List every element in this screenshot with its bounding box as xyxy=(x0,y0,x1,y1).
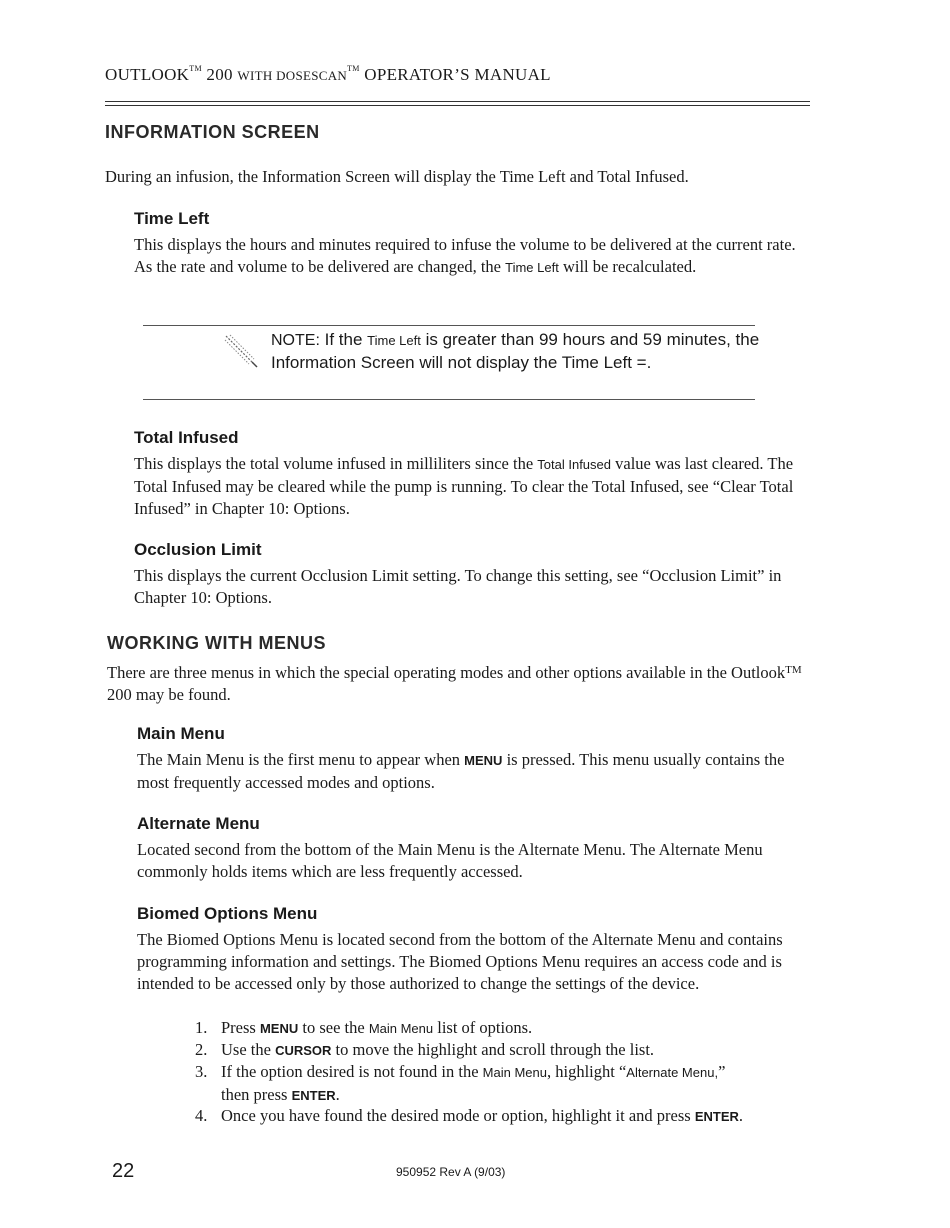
document-revision: 950952 Rev A (9/03) xyxy=(396,1165,506,1179)
list-item: 1. Press MENU to see the Main Menu list of options. xyxy=(195,1018,533,1037)
section-heading-working-with-menus: WORKING WITH MENUS xyxy=(107,633,326,653)
main-menu-text: The Main Menu is the first menu to appear when MENU is pressed. This menu usually contains the most frequently accessed modes and options. xyxy=(137,750,785,792)
list-item: 4. Once you have found the desired mode or option, highlight it and press ENTER. xyxy=(195,1106,744,1125)
note-rule-bottom xyxy=(143,399,755,400)
occlusion-limit-text: This displays the current Occlusion Limit setting. To change this setting, see “Occlusion Limit” in Chapter 10: Options. xyxy=(134,566,782,607)
header-manual: OPERATOR’S MANUAL xyxy=(359,65,551,84)
time-left-text: This displays the hours and minutes required to infuse the volume to be delivered at the current rate. As the rate and volume to be delivered are changed, the Time Left will be recalculated. xyxy=(134,235,796,276)
subheading-total-infused: Total Infused xyxy=(134,428,239,447)
total-infused-text: This displays the total volume infused in milliliters since the Total Infused value was last cleared. The Total Infused may be cleared while the pump is running. To clear the Total Infused, see “Clear Total Infused” in Chapter 10: Options. xyxy=(134,454,794,518)
header-tm2: TM xyxy=(347,64,360,73)
header-with: WITH xyxy=(237,68,277,83)
header-model: 200 xyxy=(201,65,238,84)
note-rule-top xyxy=(143,325,755,326)
section-heading-information-screen: INFORMATION SCREEN xyxy=(105,122,320,142)
header-rule-top xyxy=(105,101,810,102)
subheading-biomed-options-menu: Biomed Options Menu xyxy=(137,904,318,923)
list-item: 2. Use the CURSOR to move the highlight and scroll through the list. xyxy=(195,1040,655,1059)
menus-intro: There are three menus in which the special operating modes and other options available in the Outlook™ 200 may be found. xyxy=(107,663,802,704)
subheading-alternate-menu: Alternate Menu xyxy=(137,814,260,833)
pencil-icon xyxy=(224,334,260,370)
page-number: 22 xyxy=(112,1160,135,1182)
header-dosescan: DOSESCAN xyxy=(276,68,348,83)
subheading-occlusion-limit: Occlusion Limit xyxy=(134,540,262,559)
header-tm: TM xyxy=(189,64,202,73)
list-item: 3. If the option desired is not found in the Main Menu, highlight “Alternate Menu,” then press ENTER. xyxy=(195,1062,726,1104)
header-product: OUTLOOK xyxy=(105,65,190,84)
note-text: NOTE: If the Time Left is greater than 99 hours and 59 minutes, the Information Screen will not display the Time Left =. xyxy=(271,330,760,372)
subheading-time-left: Time Left xyxy=(134,209,210,228)
alternate-menu-text: Located second from the bottom of the Main Menu is the Alternate Menu. The Alternate Menu commonly holds items which are less frequently accessed. xyxy=(137,840,763,881)
running-header xyxy=(105,64,551,85)
biomed-menu-text: The Biomed Options Menu is located second from the bottom of the Alternate Menu and contains programming information and settings. The Biomed Options Menu requires an access code and is intended to be accessed only by those authorized to change the settings of the device. xyxy=(137,930,783,993)
subheading-main-menu: Main Menu xyxy=(137,724,225,743)
info-intro: During an infusion, the Information Screen will display the Time Left and Total Infused. xyxy=(105,167,689,186)
header-rule-bottom xyxy=(105,105,810,106)
